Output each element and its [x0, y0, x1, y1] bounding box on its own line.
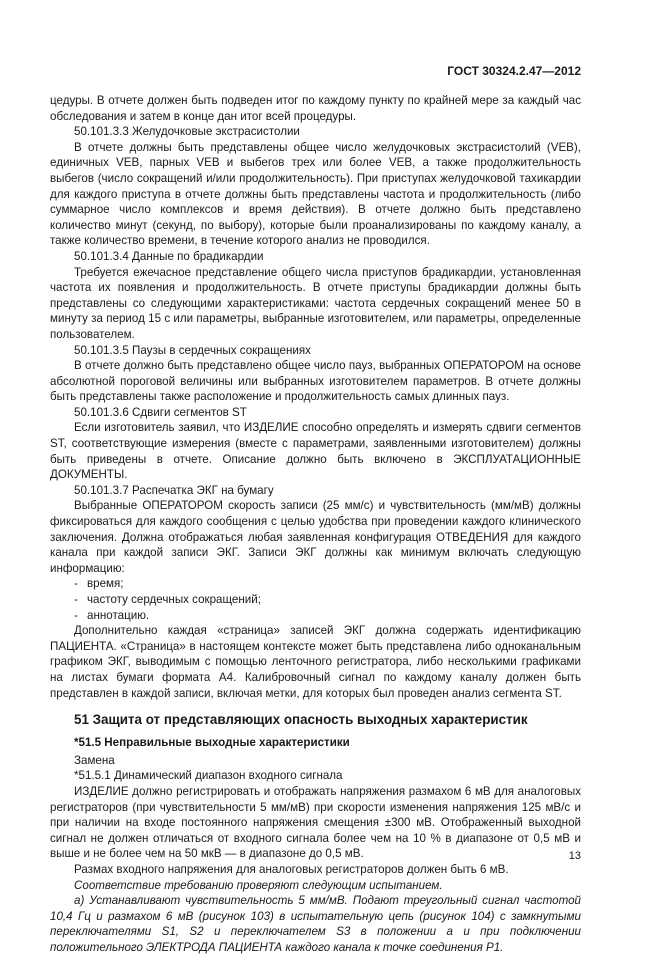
- page-number: 13: [568, 850, 581, 862]
- section-heading: 51 Защита от представляющих опасность выходных характеристик: [74, 712, 528, 728]
- standard-designation: ГОСТ 30324.2.47—2012: [447, 64, 581, 78]
- list-dash: -: [74, 577, 78, 591]
- clause-heading: 50.101.3.4 Данные по брадикардии: [74, 249, 264, 263]
- paragraph: Требуется ежечасное представление общего числа приступов брадикардии, установленная частота их появления и продолжительность. В отчете приступы брадикардии должны быть представлены со следующими характеристиками: частота сердечных сокращений менее 50 в минуту за период 15 с или параметры, выбранные изготовителем, или параметры, определенные пользователем.: [50, 265, 581, 341]
- paragraph: ИЗДЕЛИЕ должно регистрировать и отображать напряжения размахом 6 мВ для аналоговых регистраторов (при чувствительности 5 мм/мВ) при скорости изменения напряжения 125 мВ/с и при наличии на входе постоянного напряжения смещения ±300 мВ. Отображенный выходной сигнал не должен отличаться от входного сигнала более чем на 10 % в диапазоне от 0,5 мВ и выше и не более чем на 50 мкВ — в диапазоне до 0,5 мВ.: [50, 784, 581, 861]
- paragraph: Соответствие требованию проверяют следующим испытанием.: [74, 878, 443, 892]
- list-item-text: время;: [87, 577, 124, 591]
- clause-heading: 50.101.3.5 Паузы в сердечных сокращениях: [74, 343, 311, 357]
- paragraph: Дополнительно каждая «страница» записей ЭКГ должна содержать идентификацию ПАЦИЕНТА. «Страница» в настоящем контексте может быть представлена либо одноканальным графиком ЭКГ, выводимым с помощью ленточного регистратора, либо несколькими графиками на листах бумаги формата А4. Калибровочный сигнал по каждому каналу должен быть представлен в каждой записи, включая метки, для которых был проведен анализ сегмента ST.: [50, 624, 581, 700]
- clause-heading: 50.101.3.6 Сдвиги сегментов ST: [74, 405, 247, 419]
- list-item: [50, 592, 581, 608]
- clause-heading: 50.101.3.3 Желудочковые экстрасистолии: [74, 125, 300, 139]
- list-dash: -: [74, 608, 78, 622]
- clause-heading: *51.5.1 Динамический диапазон входного сигнала: [74, 769, 343, 783]
- paragraph: В отчете должно быть представлено общее число пауз, выбранных ОПЕРАТОРОМ на основе абсолютной пороговой величины или выбранных изготовителем параметров. В отчете должны быть представлены также расположение и продолжительность самых длинных пауз.: [50, 359, 581, 404]
- paragraph: Выбранные ОПЕРАТОРОМ скорость записи (25 мм/с) и чувствительность (мм/мВ) должны фиксироваться для каждого сообщения с целью удобства при проведении каждого клинического заключения. Должна отображаться любая заявленная конфигурация ОТВЕДЕНИЯ для каждого канала при каждой записи ЭКГ. Записи ЭКГ должны как минимум включать следующую информацию:: [50, 499, 581, 575]
- paragraph: Если изготовитель заявил, что ИЗДЕЛИЕ способно определять и измерять сдвиги сегментов ST, соответствующие измерения (вместе с параметрами, заявленными изготовителем) должны быть приведены в отчете. Описание должно быть включено в ЭКСПЛУАТАЦИОННЫЕ ДОКУМЕНТЫ.: [50, 421, 581, 482]
- clause-heading: 50.101.3.7 Распечатка ЭКГ на бумагу: [74, 483, 274, 497]
- list-item: [50, 608, 581, 624]
- list-item-text: аннотацию.: [87, 608, 150, 622]
- clause-heading: Замена: [74, 753, 115, 767]
- list-item: [50, 576, 581, 592]
- subsection-heading: *51.5 Неправильные выходные характеристики: [74, 736, 350, 750]
- list-item-text: частоту сердечных сокращений;: [87, 593, 261, 606]
- list-dash: -: [74, 593, 78, 606]
- paragraph: цедуры. В отчете должен быть подведен итог по каждому пункту по крайней мере за каждый час обследования и затем в конце дан итог всей процедуры.: [50, 94, 581, 123]
- paragraph: а) Устанавливают чувствительность 5 мм/мВ. Подают треугольный сигнал частотой 10,4 Гц и размахом 6 мВ (рисунок 103) в испытательную цепь (рисунок 104) с замкнутыми переключателями S1, S2 и переключателем S3 в положении а и при подключении положительного ЭЛЕКТРОДА ПАЦИЕНТА каждого канала к точке соединения Р1.: [50, 894, 581, 954]
- document-body: [50, 93, 581, 955]
- paragraph: В отчете должны быть представлены общее число желудочковых экстрасистолий (VEB), единичных VEB, парных VEB и выбегов трех или более VEB, а также продолжительность выбегов (число сокращений и/или продолжительность). При приступах желудочковой тахикардии для каждого приступа в отчете должны быть представлены частота и продолжительность (либо суммарное число комплексов и время действия). В отчете должно быть представлено количество минут (секунд, по выбору), которые были проанализированы по каждому каналу, а также количество времени, в течение которого анализ не проводился.: [50, 140, 581, 248]
- paragraph: Размах входного напряжения для аналоговых регистраторов должен быть 6 мВ.: [74, 862, 509, 876]
